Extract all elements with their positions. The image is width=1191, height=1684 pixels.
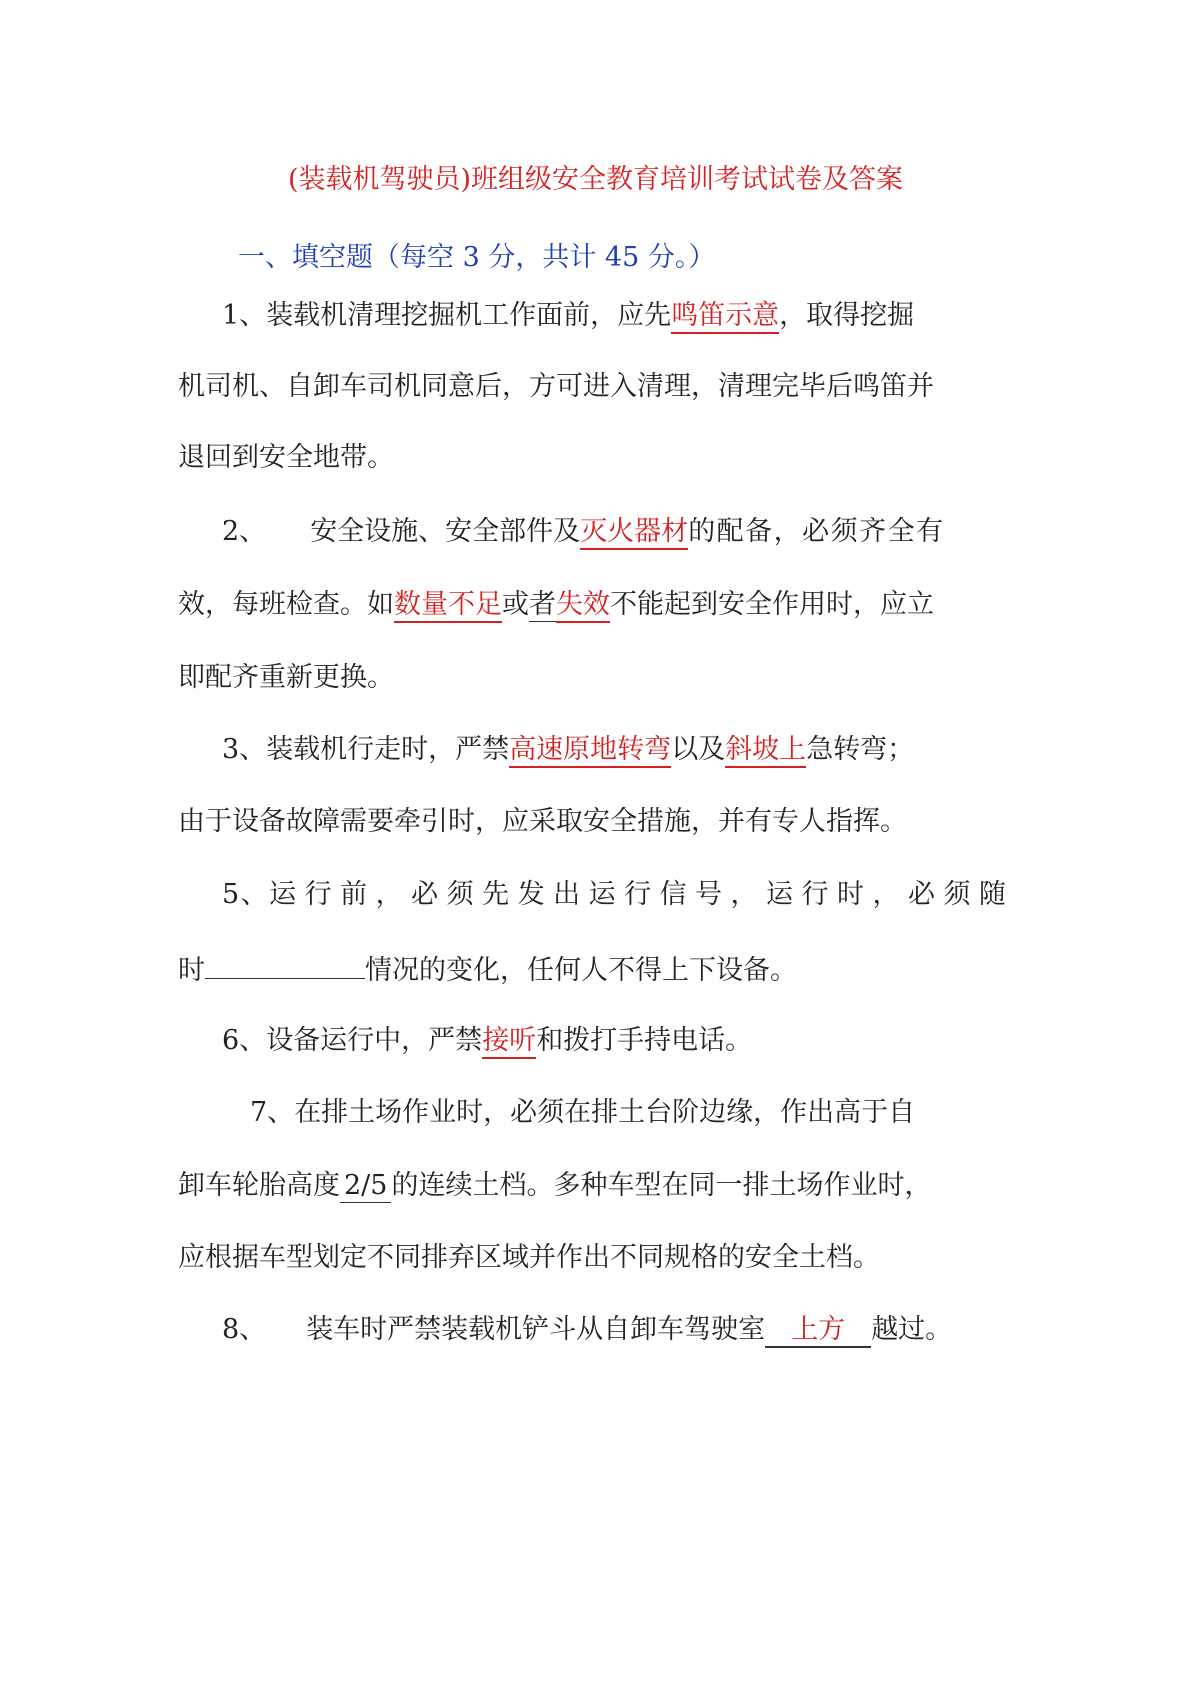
question-text: 在排土场作业时，必须在排土台阶边缘，作出高于自 bbox=[294, 1097, 916, 1128]
question-text: 的配备，必须齐全有 bbox=[688, 516, 945, 547]
question-number: 8、 bbox=[222, 1314, 267, 1345]
question-text: 或 bbox=[502, 589, 529, 620]
question-text: 的连续土档。多种车型在同一排土场作业时， bbox=[391, 1170, 932, 1201]
answer-blank: 失效 bbox=[556, 589, 610, 623]
question-number: 2、 bbox=[222, 516, 267, 547]
question-1-line-3: 退回到安全地带。 bbox=[178, 442, 394, 473]
question-2-line-1 bbox=[222, 512, 1013, 552]
question-text: 安全设施、安全部件及 bbox=[310, 516, 581, 547]
question-3-line-2: 由于设备故障需要牵引时，应采取安全措施，并有专人指挥。 bbox=[178, 806, 907, 837]
question-7-line-3: 应根据车型划定不同排弃区域并作出不同规格的安全土档。 bbox=[178, 1242, 880, 1273]
question-text: ，取得挖掘 bbox=[779, 300, 915, 331]
question-2-line-3: 即配齐重新更换。 bbox=[178, 662, 394, 693]
question-text: 装载机行走时，严禁 bbox=[266, 734, 510, 765]
question-7-line-2 bbox=[178, 1166, 1013, 1206]
question-text: 以及 bbox=[671, 734, 726, 765]
question-text: 设备运行中，严禁 bbox=[266, 1025, 483, 1056]
answer-blank: 高速原地转弯 bbox=[509, 734, 671, 768]
answer-blank-empty bbox=[205, 948, 365, 979]
question-text: 者 bbox=[529, 589, 556, 620]
question-text: 情况的变化，任何人不得上下设备。 bbox=[365, 955, 797, 986]
question-text: 卸车轮胎高度 bbox=[178, 1170, 340, 1201]
question-8-line-1 bbox=[222, 1310, 1013, 1350]
question-text: 不能起到安全作用时，应立 bbox=[610, 589, 934, 620]
answer-blank: 2/5 bbox=[340, 1170, 391, 1203]
answer-blank: 接听 bbox=[482, 1025, 536, 1059]
question-6-line-1 bbox=[222, 1021, 1013, 1061]
question-text: 时 bbox=[178, 955, 205, 986]
answer-blank: 灭火器材 bbox=[580, 516, 688, 550]
question-text: 装载机清理挖掘机工作面前，应先 bbox=[266, 300, 672, 331]
question-text: 急转弯； bbox=[806, 734, 915, 765]
answer-blank: 上方 bbox=[765, 1314, 871, 1348]
answer-blank: 数量不足 bbox=[394, 589, 502, 623]
question-number: 6、 bbox=[222, 1025, 267, 1056]
question-number: 7、 bbox=[250, 1097, 295, 1128]
question-1-line-1 bbox=[222, 296, 1013, 336]
question-number: 1、 bbox=[222, 300, 267, 331]
answer-blank: 斜坡上 bbox=[725, 734, 806, 768]
question-2-line-2 bbox=[178, 585, 1013, 625]
question-1-line-2: 机司机、自卸车司机同意后，方可进入清理，清理完毕后鸣笛并 bbox=[178, 371, 934, 402]
question-number: 3、 bbox=[222, 734, 267, 765]
question-5-line-1 bbox=[222, 875, 1013, 915]
question-text: 装车时严禁装载机铲斗从自卸车驾驶室 bbox=[306, 1314, 766, 1345]
question-number: 5、 bbox=[222, 879, 270, 910]
question-5-line-2 bbox=[178, 948, 1013, 991]
question-text: 效，每班检查。如 bbox=[178, 589, 394, 620]
question-text: 运行前，必须先发出运行信号，运行时，必须随 bbox=[269, 879, 1013, 910]
question-7-line-1 bbox=[250, 1093, 1013, 1133]
answer-blank: 鸣笛示意 bbox=[671, 300, 779, 334]
question-3-line-1 bbox=[222, 730, 1013, 770]
question-text: 越过。 bbox=[871, 1314, 953, 1345]
document-title: (装载机驾驶员)班组级安全教育培训考试试卷及答案 bbox=[287, 164, 904, 195]
section-heading: 一、填空题（每空 3 分，共计 45 分。） bbox=[238, 242, 716, 273]
question-text: 和拨打手持电话。 bbox=[536, 1025, 753, 1056]
